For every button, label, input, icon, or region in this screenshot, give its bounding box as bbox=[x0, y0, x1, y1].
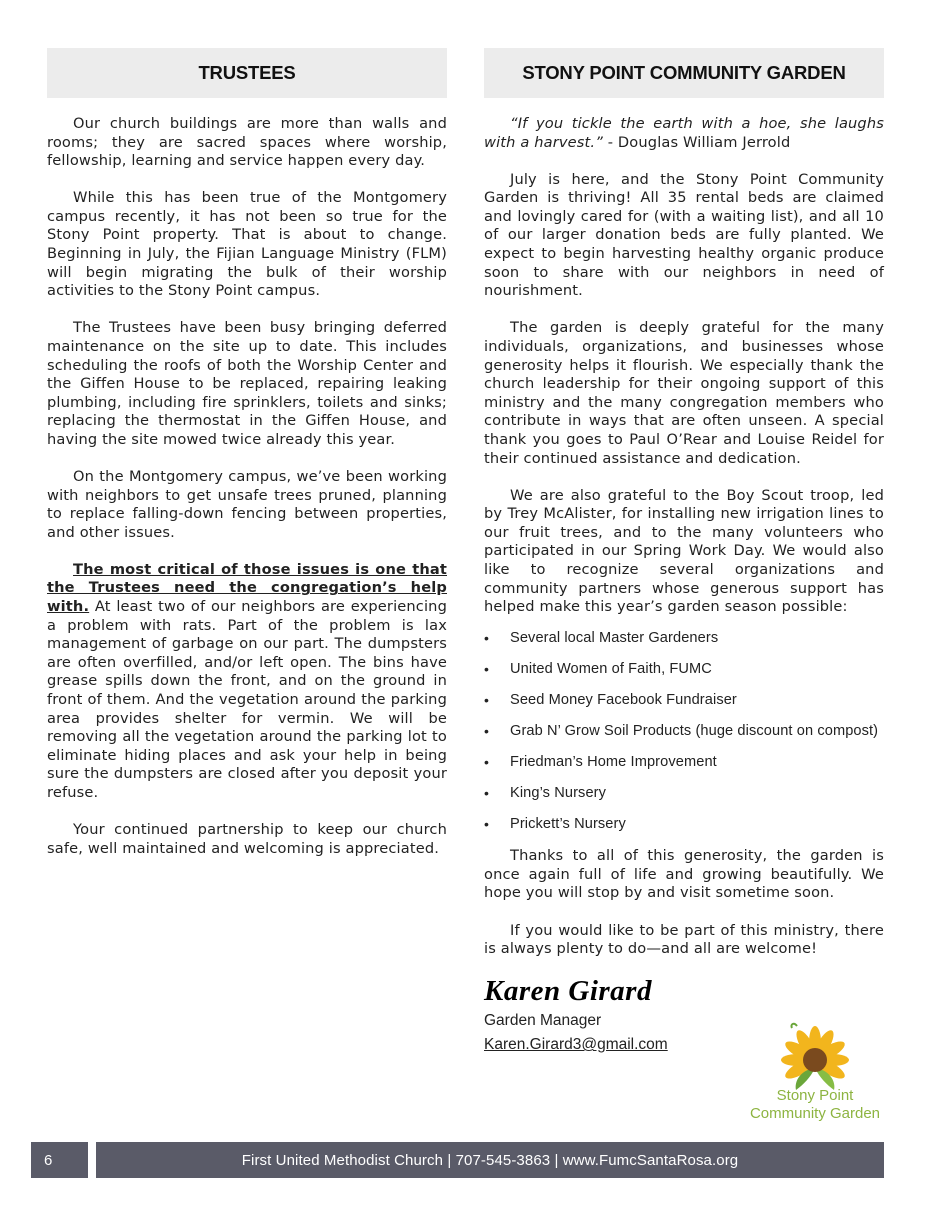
trustees-paragraph-5 bbox=[47, 561, 447, 803]
garden-body bbox=[484, 98, 884, 1057]
trustees-paragraph-3: The Trustees have been busy bringing deferred maintenance on the site up to date. This includes scheduling the roofs of both the Worship Center and the Giffen House to be replaced, repairing leaking plumbing, including fire sprinklers, toilets and sinks; replacing the thermostat in the Giffen House, and having the site mowed twice already this year. bbox=[47, 319, 447, 448]
garden-column bbox=[484, 48, 884, 1057]
garden-paragraph-1: July is here, and the Stony Point Community Garden is thriving! All 35 rental beds are claimed and lovingly cared for (with a waiting list), and all 10 of our larger donation beds are fully planted. We expect to begin harvesting healthy organic produce soon to share with our neighbors in need of nourishment. bbox=[484, 170, 884, 300]
garden-paragraph-3: We are also grateful to the Boy Scout troop, led by Trey McAlister, for installing new irrigation lines to our fruit trees, and to the many volunteers who participated in our Spring Work Day. We would also like to recognize several organizations and community partners whose generous support has helped make this year’s garden season possible: bbox=[484, 486, 884, 616]
garden-logo bbox=[740, 1020, 890, 1124]
list-item: • United Women of Faith, FUMC bbox=[484, 661, 884, 677]
list-item: • Prickett’s Nursery bbox=[484, 816, 884, 832]
trustees-heading: TRUSTEES bbox=[47, 48, 447, 98]
trustees-column bbox=[47, 48, 447, 877]
trustees-paragraph-6: Your continued partnership to keep our church safe, well maintained and welcoming is appreciated. bbox=[47, 821, 447, 857]
list-item: • Seed Money Facebook Fundraiser bbox=[484, 692, 884, 708]
trustees-emphasis: The most critical of those issues is one that the Trustees need the congregation’s help with. bbox=[47, 560, 447, 616]
sunflower-icon bbox=[781, 1024, 849, 1090]
list-item: • King’s Nursery bbox=[484, 785, 884, 801]
email-link[interactable]: Karen.Girard3@gmail.com bbox=[484, 1036, 668, 1054]
logo-text-line-2: Community Garden bbox=[749, 1105, 881, 1122]
page-number: 6 bbox=[31, 1142, 88, 1178]
trustees-paragraph-4: On the Montgomery campus, we’ve been working with neighbors to get unsafe trees pruned, planning to replace falling-down fencing between properties, and other issues. bbox=[47, 468, 447, 541]
trustees-paragraph-1: Our church buildings are more than walls and rooms; they are sacred spaces where worship, fellowship, learning and service happen every day. bbox=[47, 115, 447, 170]
quote-author: - Douglas William Jerrold bbox=[602, 133, 791, 151]
garden-heading: STONY POINT COMMUNITY GARDEN bbox=[484, 48, 884, 98]
signature: Karen Girard bbox=[484, 975, 652, 1008]
quote-text: “If you tickle the earth with a hoe, she laughs with a harvest.” bbox=[484, 115, 884, 151]
sponsor-list bbox=[484, 630, 884, 832]
list-item: • Friedman’s Home Improvement bbox=[484, 754, 884, 770]
garden-paragraph-5: If you would like to be part of this ministry, there is always plenty to do—and all are welcome! bbox=[484, 921, 884, 958]
signer-title: Garden Manager bbox=[484, 1012, 602, 1030]
garden-paragraph-4: Thanks to all of this generosity, the garden is once again full of life and growing beautifully. We hope you will stop by and visit sometime soon. bbox=[484, 847, 884, 902]
garden-quote bbox=[484, 115, 884, 152]
garden-paragraph-2: The garden is deeply grateful for the many individuals, organizations, and businesses whose generosity helps it flourish. We especially thank the church leadership for their ongoing support of this ministry and the many congregation members who contribute in ways that are often unseen. A special thank you goes to Paul O’Rear and Louise Reidel for their continued assistance and dedication. bbox=[484, 319, 884, 467]
footer-bar: First United Methodist Church | 707-545-3863 | www.FumcSantaRosa.org bbox=[96, 1142, 884, 1178]
trustees-paragraph-2: While this has been true of the Montgomery campus recently, it has not been so true for the Stony Point property. That is about to change. Beginning in July, the Fijian Language Ministry (FLM) will begin migrating the bulk of their worship activities to the Stony Point campus. bbox=[47, 189, 447, 300]
list-item: • Grab N’ Grow Soil Products (huge discount on compost) bbox=[484, 723, 884, 739]
trustees-paragraph-5-text: At least two of our neighbors are experiencing a problem with rats. Part of the problem is lax management of garbage on our part. The dumpsters are often overfilled, and/or left open. The bins have grease spills down the front, and on the ground in front of them. And the vegetation around the parking area provides shelter for vermin. We will be removing all the vegetation around the parking lot to eliminate hiding places and ask your help in being sure the dumpsters are closed after you deposit your refuse. bbox=[47, 598, 447, 801]
trustees-body bbox=[47, 98, 447, 858]
logo-text-line-1: Stony Point bbox=[776, 1087, 854, 1104]
list-item: • Several local Master Gardeners bbox=[484, 630, 884, 646]
